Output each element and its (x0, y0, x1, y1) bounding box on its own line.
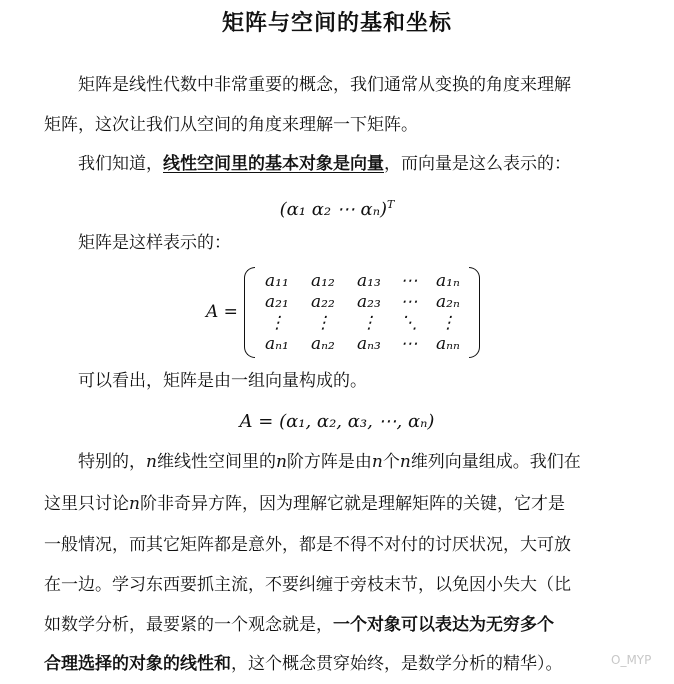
text-run: 阶非奇异方阵，因为理解它就是理解矩阵的关键，它才是 (139, 494, 565, 514)
right-parenthesis (469, 267, 480, 358)
math-n: n (371, 452, 383, 472)
matrix-grid (254, 271, 470, 354)
bold-text-run: 合理选择的对象的线性和 (44, 654, 231, 674)
matrix-formula (206, 269, 480, 355)
text-run: 这里只讨论 (44, 494, 129, 514)
matrix-entry: a₁₁ (265, 270, 289, 291)
text-run: 特别的， (78, 452, 146, 472)
text-run: ，这个概念贯穿始终，是数学分析的精华）。 (231, 654, 563, 674)
paragraph-5-line-1 (78, 450, 581, 474)
matrix-entry: aₙ₁ (265, 333, 289, 354)
paragraph-5-line-3: 一般情况，而其它矩阵都是意外，都是不得不对付的讨厌状况，大可放 (44, 535, 571, 555)
column-vector-formula: A = (α₁, α₂, α₃, ⋯, αₙ) (239, 411, 435, 432)
vector-formula-body: (α₁ α₂ ⋯ αₙ) (279, 199, 388, 220)
matrix-entry: a₂ₙ (436, 291, 460, 312)
paragraph-5-line-4: 在一边。学习东西要抓主流，不要纠缠于旁枝末节，以免因小失大（比 (44, 575, 571, 595)
text-run: 阶方阵是由 (286, 452, 372, 472)
text-run: 维线性空间里的 (156, 452, 276, 472)
paragraph-5-line-2 (44, 492, 565, 516)
paragraph-3: 矩阵是这样表示的： (78, 233, 231, 253)
text-run: 维列向量组成。我们在 (410, 452, 581, 472)
paragraph-2-suffix: ，而向量是这么表示的： (384, 154, 571, 174)
page-title: 矩阵与空间的基和坐标 (221, 11, 452, 36)
matrix-entry: a₂₂ (311, 291, 335, 312)
math-n: n (399, 452, 411, 472)
matrix-entry: aₙₙ (435, 333, 460, 354)
matrix-entry: aₙ₃ (357, 333, 381, 354)
matrix-entry: ⋱ (400, 312, 418, 333)
transpose-superscript: T (387, 198, 395, 211)
matrix-entry: ⋯ (400, 270, 418, 291)
bold-text-run: 一个对象可以表达为无穷多个 (333, 615, 554, 635)
matrix-body (244, 271, 480, 354)
math-n: n (129, 494, 140, 514)
matrix-entry: ⋮ (268, 312, 286, 333)
matrix-entry: a₁₃ (357, 270, 381, 291)
matrix-entry: a₂₃ (357, 291, 381, 312)
paragraph-5-line-6 (44, 652, 563, 676)
matrix-entry: a₁ₙ (436, 270, 460, 291)
matrix-entry: aₙ₂ (311, 333, 335, 354)
matrix-label: A = (206, 302, 238, 322)
matrix-entry: ⋮ (314, 312, 332, 333)
math-n: n (275, 452, 287, 472)
matrix-entry: ⋮ (439, 312, 457, 333)
matrix-entry: a₁₂ (311, 270, 335, 291)
matrix-entry: ⋮ (360, 312, 378, 333)
matrix-entry: a₂₁ (265, 291, 289, 312)
paragraph-2-prefix: 我们知道， (78, 154, 163, 174)
text-run: 如数学分析，最要紧的一个观念就是， (44, 615, 333, 635)
text-run: 个 (382, 452, 400, 472)
left-parenthesis (244, 267, 255, 358)
matrix-entry: ⋯ (400, 333, 418, 354)
vector-formula (0, 192, 674, 223)
paragraph-2 (78, 152, 571, 176)
paragraph-1-line-2: 矩阵，这次让我们从空间的角度来理解一下矩阵。 (44, 115, 418, 135)
paragraph-5-line-5 (44, 613, 554, 637)
paragraph-1-line-1: 矩阵是线性代数中非常重要的概念，我们通常从变换的角度来理解 (78, 75, 571, 95)
paragraph-2-emphasis: 线性空间里的基本对象是向量 (163, 154, 384, 174)
paragraph-4: 可以看出，矩阵是由一组向量构成的。 (78, 371, 367, 391)
matrix-entry: ⋯ (400, 291, 418, 312)
watermark: O_MYP (611, 653, 652, 667)
math-n: n (146, 452, 157, 472)
